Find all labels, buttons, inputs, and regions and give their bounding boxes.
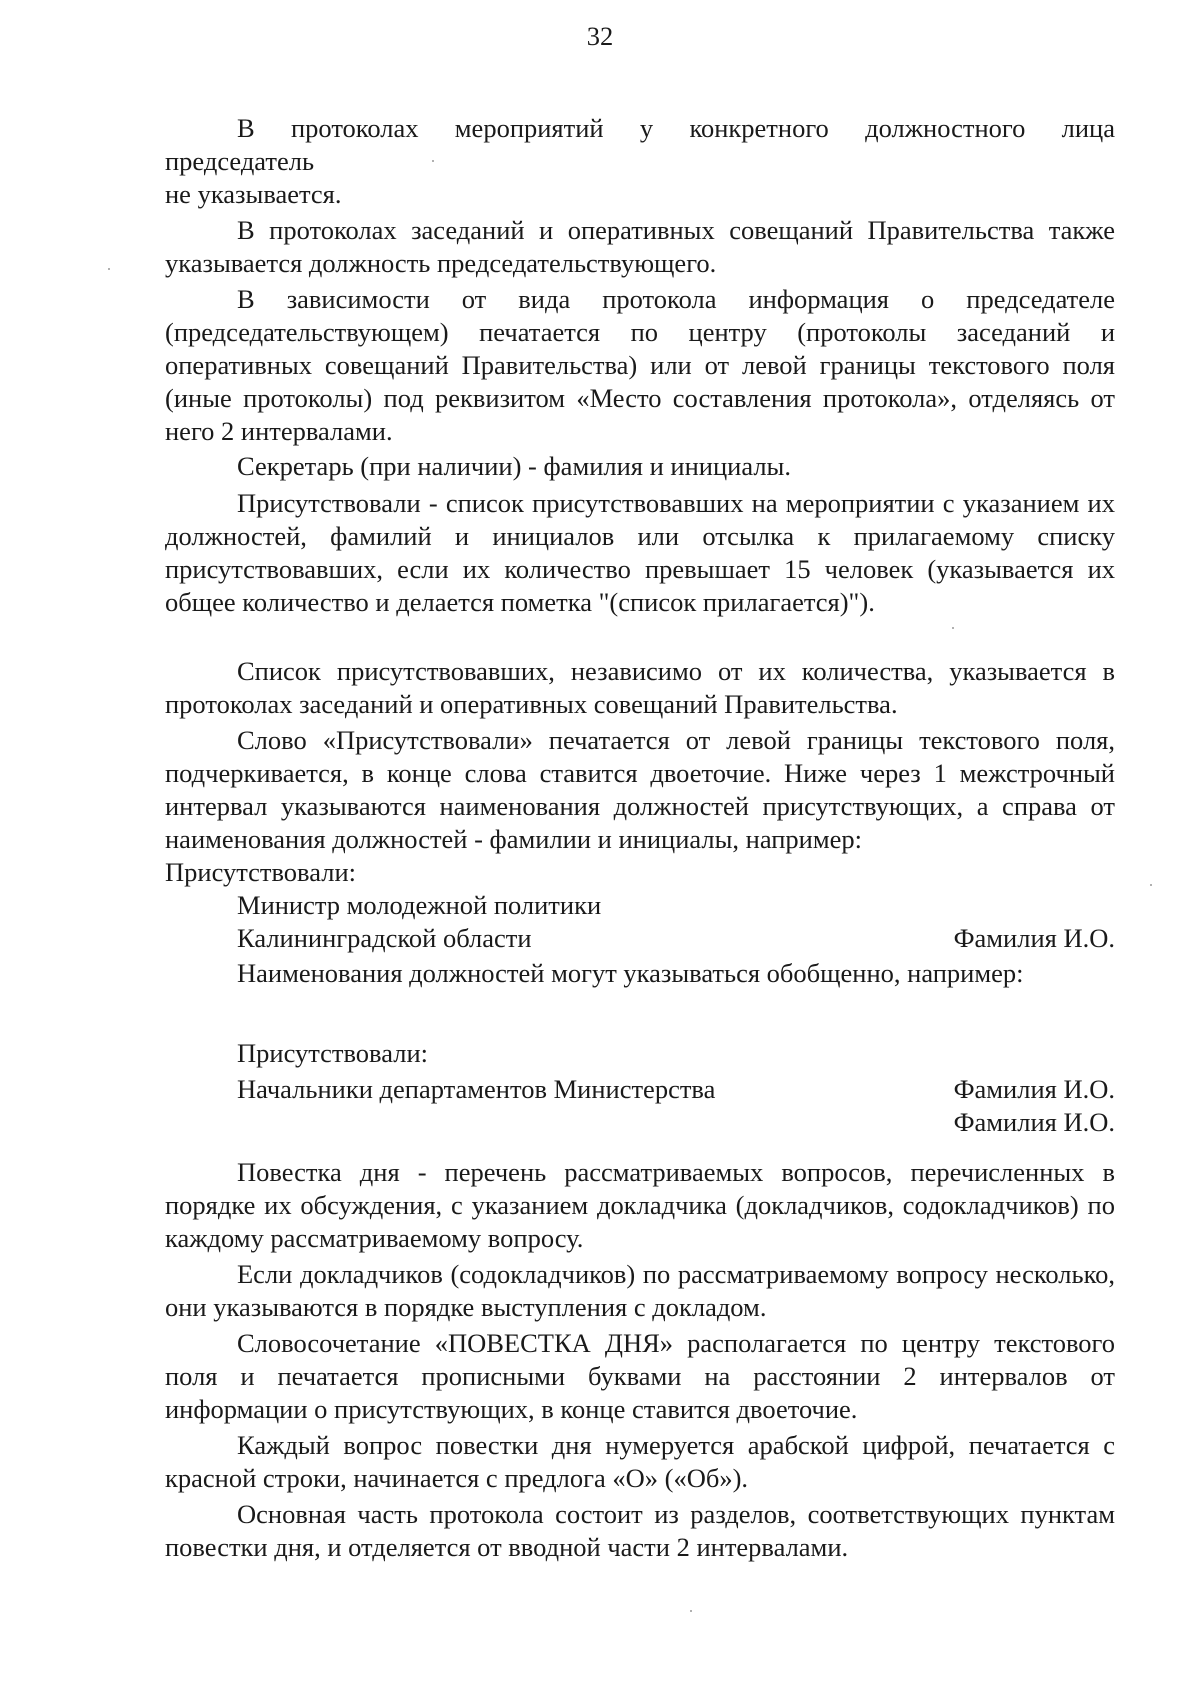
paragraph-3: В зависимости от вида протокола информация о председателе (председательствующем) печатается по центру (протоколы заседаний и оперативных совещаний Правительства) или от левой границы текстового поля (иные протоколы) под реквизитом «Место составления протокола», отделяясь от него 2 интервалами. [165,284,1115,446]
paragraph-13: Основная часть протокола состоит из разделов, соответствующих пунктам повестки дня, и отделяется от вводной части 2 интервалами. [165,1499,1115,1562]
example-1-position-line-2: Калининградской области [237,923,532,953]
example-2-name-1: Фамилия И.О. [953,1074,1115,1104]
paragraph-1 [165,112,1115,211]
paragraph-1-line-2: председатель [165,146,315,176]
example-2 [165,1037,1115,1139]
example-1-name: Фамилия И.О. [953,923,1115,953]
example-1-heading: Присутствовали: [165,857,356,887]
paragraph-1-line-1: В протоколах мероприятий у конкретного должностного лица [237,113,1115,143]
scan-speck [690,1610,692,1612]
example-2-name-2: Фамилия И.О. [953,1107,1115,1137]
paragraph-5-attendees: Присутствовали - список присутствовавших на мероприятии с указанием их должностей, фамилий и инициалов или отсылка к прилагаемому списку присутствовавших, если их количество превышает 15 человек (указывается их общее количество и делается пометка "(список прилагается)"). [165,488,1115,617]
example-1-position-line-1: Министр молодежной политики [237,890,602,920]
paragraph-8: Наименования должностей могут указываться обобщенно, например: [237,958,1024,988]
example-1-row [165,922,1115,955]
scan-speck [108,268,110,270]
paragraph-1-line-3: не указывается. [165,179,342,209]
paragraph-6: Список присутствовавших, независимо от их количества, указывается в протоколах заседаний и оперативных совещаний Правительства. [165,656,1115,719]
scan-speck [432,160,434,162]
page-number: 32 [586,21,614,51]
example-2-position: Начальники департаментов Министерства [237,1074,716,1104]
example-1 [165,856,1115,955]
scan-speck [1150,884,1152,886]
paragraph-12: Каждый вопрос повестки дня нумеруется арабской цифрой, печатается с красной строки, начинается с предлога «О» («Об»). [165,1430,1115,1493]
example-2-heading: Присутствовали: [237,1038,428,1068]
example-2-row-1 [165,1073,1115,1106]
paragraph-7: Слово «Присутствовали» печатается от левой границы текстового поля, подчеркивается, в конце слова ставится двоеточие. Ниже через 1 межстрочный интервал указываются наименования должностей присутствующих, а справа от наименования должностей - фамилии и инициалы, например: [165,725,1115,854]
paragraph-2: В протоколах заседаний и оперативных совещаний Правительства также указывается должность председательствующего. [165,215,1115,278]
scan-speck [952,627,954,629]
paragraph-10: Если докладчиков (содокладчиков) по рассматриваемому вопросу несколько, они указываются в порядке выступления с докладом. [165,1259,1115,1322]
paragraph-11: Словосочетание «ПОВЕСТКА ДНЯ» располагается по центру текстового поля и печатается прописными буквами на расстоянии 2 интервалов от информации о присутствующих, в конце ставится двоеточие. [165,1328,1115,1424]
paragraph-4-secretary: Секретарь (при наличии) - фамилия и инициалы. [237,451,791,481]
paragraph-9-agenda: Повестка дня - перечень рассматриваемых вопросов, перечисленных в порядке их обсуждения, с указанием докладчика (докладчиков, содокладчиков) по каждому рассматриваемому вопросу. [165,1157,1115,1253]
